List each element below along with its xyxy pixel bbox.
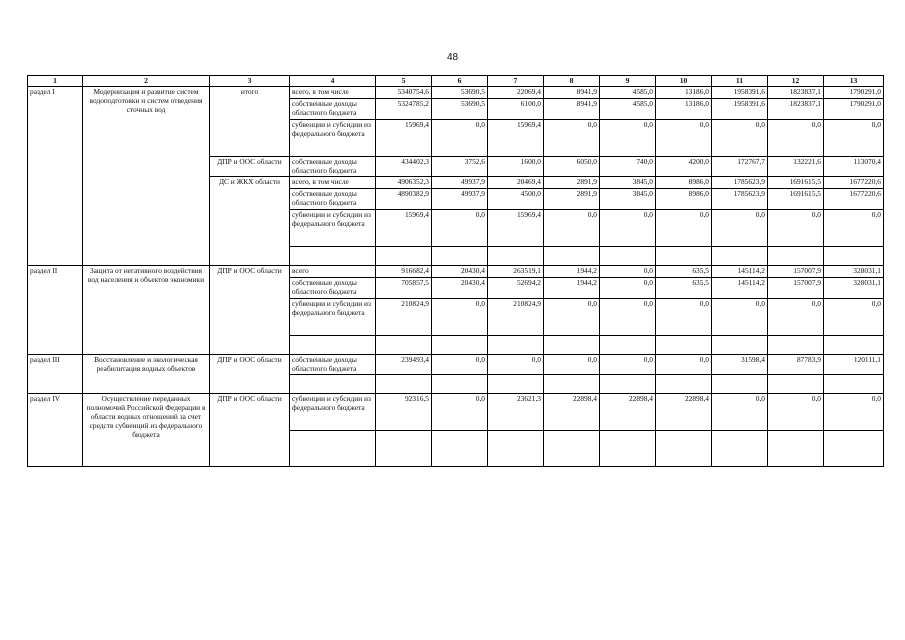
- funding-source-cell: собственные доходы областного бюджета: [290, 277, 376, 298]
- funding-source-cell: субвенции и субсидии из федерального бюджета: [290, 394, 376, 431]
- value-cell-col7: 210824,9: [488, 298, 544, 335]
- table-row: [28, 394, 884, 431]
- funding-source-cell: собственные доходы областного бюджета: [290, 354, 376, 375]
- executor-cell: ДС и ЖКХ области: [210, 177, 290, 266]
- value-cell-col10: 22898,4: [656, 394, 712, 431]
- column-header-1: 1: [28, 76, 83, 87]
- value-cell-col5: 15969,4: [376, 210, 432, 247]
- value-cell-col12: 1691615,5: [768, 189, 824, 210]
- column-header-4: 4: [290, 76, 376, 87]
- table-row: [28, 354, 884, 375]
- value-cell-col9: 22898,4: [600, 394, 656, 431]
- value-cell-col7: 20469,4: [488, 177, 544, 189]
- value-cell-col10: 0,0: [656, 210, 712, 247]
- value-cell-col10: 0,0: [656, 119, 712, 156]
- spacer-cell: [432, 431, 488, 467]
- spacer-cell: [712, 247, 768, 266]
- value-cell-col12: 157007,9: [768, 277, 824, 298]
- value-cell-col9: 740,0: [600, 156, 656, 177]
- funding-source-cell: всего: [290, 266, 376, 278]
- value-cell-col8: 0,0: [544, 354, 600, 375]
- value-cell-col7: 22069,4: [488, 87, 544, 99]
- value-cell-col11: 1785623,9: [712, 177, 768, 189]
- value-cell-col13: 0,0: [824, 394, 884, 431]
- value-cell-col12: 1823837,1: [768, 87, 824, 99]
- section-cell: раздел III: [28, 354, 83, 394]
- section-name-cell: Защита от негативного воздействия вод населения и объектов экономики: [83, 266, 210, 355]
- value-cell-col12: 1823837,1: [768, 98, 824, 119]
- funding-source-cell: субвенции и субсидии из федерального бюджета: [290, 298, 376, 335]
- value-cell-col13: 1790291,0: [824, 98, 884, 119]
- funding-source-cell: всего, в том числе: [290, 177, 376, 189]
- value-cell-col13: 0,0: [824, 298, 884, 335]
- value-cell-col10: 4200,0: [656, 156, 712, 177]
- value-cell-col5: 15969,4: [376, 119, 432, 156]
- value-cell-col7: 15969,4: [488, 210, 544, 247]
- column-header-12: 12: [768, 76, 824, 87]
- value-cell-col13: 0,0: [824, 210, 884, 247]
- value-cell-col9: 0,0: [600, 277, 656, 298]
- executor-cell: ДПР и ООС области: [210, 394, 290, 467]
- funding-source-cell: собственные доходы областного бюджета: [290, 189, 376, 210]
- spacer-cell: [376, 431, 432, 467]
- column-header-10: 10: [656, 76, 712, 87]
- spacer-cell: [824, 375, 884, 394]
- value-cell-col12: 0,0: [768, 298, 824, 335]
- spacer-cell: [768, 431, 824, 467]
- value-cell-col8: 2891,9: [544, 189, 600, 210]
- spacer-cell: [488, 247, 544, 266]
- value-cell-col5: 239493,4: [376, 354, 432, 375]
- value-cell-col5: 4890382,9: [376, 189, 432, 210]
- value-cell-col8: 0,0: [544, 298, 600, 335]
- value-cell-col10: 635,5: [656, 277, 712, 298]
- value-cell-col11: 0,0: [712, 210, 768, 247]
- value-cell-col10: 8986,0: [656, 177, 712, 189]
- value-cell-col8: 1944,2: [544, 277, 600, 298]
- value-cell-col9: 3845,0: [600, 189, 656, 210]
- value-cell-col5: 4906352,3: [376, 177, 432, 189]
- spacer-cell: [600, 335, 656, 354]
- section-name-cell: Осуществление переданных полномочий Российской Федерации в области водных отношений за счет средств субвенций из федерального бюджета: [83, 394, 210, 467]
- budget-table: [27, 75, 884, 467]
- value-cell-col8: 6050,0: [544, 156, 600, 177]
- value-cell-col6: 20430,4: [432, 266, 488, 278]
- value-cell-col12: 0,0: [768, 119, 824, 156]
- value-cell-col7: 52694,2: [488, 277, 544, 298]
- column-header-3: 3: [210, 76, 290, 87]
- value-cell-col12: 157007,9: [768, 266, 824, 278]
- value-cell-col9: 0,0: [600, 210, 656, 247]
- spacer-cell: [544, 335, 600, 354]
- value-cell-col6: 0,0: [432, 298, 488, 335]
- value-cell-col7: 0,0: [488, 354, 544, 375]
- value-cell-col6: 20430,4: [432, 277, 488, 298]
- spacer-cell: [432, 375, 488, 394]
- spacer-cell: [656, 335, 712, 354]
- spacer-cell: [290, 375, 376, 394]
- value-cell-col6: 3752,6: [432, 156, 488, 177]
- value-cell-col12: 87783,9: [768, 354, 824, 375]
- value-cell-col6: 0,0: [432, 354, 488, 375]
- value-cell-col9: 0,0: [600, 298, 656, 335]
- value-cell-col11: 145114,2: [712, 277, 768, 298]
- value-cell-col6: 0,0: [432, 210, 488, 247]
- value-cell-col9: 3845,0: [600, 177, 656, 189]
- value-cell-col11: 1958391,6: [712, 87, 768, 99]
- value-cell-col13: 113070,4: [824, 156, 884, 177]
- spacer-cell: [488, 375, 544, 394]
- value-cell-col13: 1677220,6: [824, 177, 884, 189]
- column-header-11: 11: [712, 76, 768, 87]
- value-cell-col5: 5324785,2: [376, 98, 432, 119]
- table-row: [28, 87, 884, 99]
- spacer-cell: [824, 431, 884, 467]
- value-cell-col6: 53690,5: [432, 98, 488, 119]
- value-cell-col8: 2891,9: [544, 177, 600, 189]
- value-cell-col10: 635,5: [656, 266, 712, 278]
- value-cell-col8: 1944,2: [544, 266, 600, 278]
- spacer-cell: [544, 247, 600, 266]
- spacer-cell: [432, 247, 488, 266]
- funding-source-cell: собственные доходы областного бюджета: [290, 156, 376, 177]
- spacer-cell: [656, 375, 712, 394]
- value-cell-col8: 22898,4: [544, 394, 600, 431]
- value-cell-col11: 0,0: [712, 119, 768, 156]
- value-cell-col13: 1790291,0: [824, 87, 884, 99]
- column-header-13: 13: [824, 76, 884, 87]
- section-cell: раздел II: [28, 266, 83, 355]
- value-cell-col6: 0,0: [432, 119, 488, 156]
- value-cell-col8: 0,0: [544, 210, 600, 247]
- value-cell-col11: 1785623,9: [712, 189, 768, 210]
- spacer-cell: [824, 247, 884, 266]
- section-name-cell: Восстановление и экологическая реабилитация водных объектов: [83, 354, 210, 394]
- spacer-cell: [656, 431, 712, 467]
- value-cell-col7: 23621,3: [488, 394, 544, 431]
- value-cell-col10: 0,0: [656, 354, 712, 375]
- executor-cell: ДПР и ООС области: [210, 266, 290, 355]
- value-cell-col7: 15969,4: [488, 119, 544, 156]
- spacer-cell: [290, 431, 376, 467]
- value-cell-col5: 5340754,6: [376, 87, 432, 99]
- spacer-cell: [376, 375, 432, 394]
- value-cell-col8: 0,0: [544, 119, 600, 156]
- page-number: 48: [446, 52, 459, 63]
- funding-source-cell: всего, в том числе: [290, 87, 376, 99]
- spacer-cell: [712, 431, 768, 467]
- spacer-cell: [768, 247, 824, 266]
- value-cell-col8: 8941,9: [544, 98, 600, 119]
- header-row: [28, 76, 884, 87]
- spacer-cell: [544, 375, 600, 394]
- spacer-cell: [768, 335, 824, 354]
- section-cell: раздел IV: [28, 394, 83, 467]
- value-cell-col12: 1691615,5: [768, 177, 824, 189]
- column-header-6: 6: [432, 76, 488, 87]
- value-cell-col12: 0,0: [768, 210, 824, 247]
- spacer-cell: [768, 375, 824, 394]
- spacer-cell: [600, 247, 656, 266]
- value-cell-col6: 53690,5: [432, 87, 488, 99]
- value-cell-col5: 92316,5: [376, 394, 432, 431]
- funding-source-cell: собственные доходы областного бюджета: [290, 98, 376, 119]
- value-cell-col11: 0,0: [712, 298, 768, 335]
- value-cell-col5: 916682,4: [376, 266, 432, 278]
- value-cell-col7: 263519,1: [488, 266, 544, 278]
- value-cell-col9: 0,0: [600, 119, 656, 156]
- value-cell-col13: 328031,1: [824, 266, 884, 278]
- value-cell-col5: 210824,9: [376, 298, 432, 335]
- spacer-cell: [290, 247, 376, 266]
- executor-cell: итого: [210, 87, 290, 157]
- section-cell: раздел I: [28, 87, 83, 266]
- value-cell-col13: 0,0: [824, 119, 884, 156]
- value-cell-col12: 0,0: [768, 394, 824, 431]
- spacer-cell: [488, 335, 544, 354]
- spacer-cell: [712, 335, 768, 354]
- funding-source-cell: субвенции и субсидии из федерального бюджета: [290, 210, 376, 247]
- value-cell-col11: 1958391,6: [712, 98, 768, 119]
- spacer-cell: [432, 335, 488, 354]
- table-row: [28, 266, 884, 278]
- value-cell-col13: 1677220,6: [824, 189, 884, 210]
- value-cell-col10: 8986,0: [656, 189, 712, 210]
- value-cell-col8: 8941,9: [544, 87, 600, 99]
- value-cell-col13: 328031,1: [824, 277, 884, 298]
- spacer-cell: [824, 335, 884, 354]
- value-cell-col6: 49937,9: [432, 177, 488, 189]
- spacer-cell: [290, 335, 376, 354]
- value-cell-col7: 6100,0: [488, 98, 544, 119]
- column-header-2: 2: [83, 76, 210, 87]
- value-cell-col11: 31598,4: [712, 354, 768, 375]
- value-cell-col5: 434402,3: [376, 156, 432, 177]
- value-cell-col6: 0,0: [432, 394, 488, 431]
- value-cell-col12: 132221,6: [768, 156, 824, 177]
- value-cell-col9: 0,0: [600, 266, 656, 278]
- funding-source-cell: субвенции и субсидии из федерального бюджета: [290, 119, 376, 156]
- value-cell-col9: 4585,0: [600, 98, 656, 119]
- spacer-cell: [656, 247, 712, 266]
- column-header-9: 9: [600, 76, 656, 87]
- spacer-cell: [600, 375, 656, 394]
- value-cell-col9: 4585,0: [600, 87, 656, 99]
- value-cell-col6: 49937,9: [432, 189, 488, 210]
- value-cell-col7: 4500,0: [488, 189, 544, 210]
- spacer-cell: [712, 375, 768, 394]
- executor-cell: ДПР и ООС области: [210, 354, 290, 394]
- column-header-7: 7: [488, 76, 544, 87]
- value-cell-col5: 705857,5: [376, 277, 432, 298]
- value-cell-col7: 1600,0: [488, 156, 544, 177]
- value-cell-col10: 13186,0: [656, 98, 712, 119]
- executor-cell: ДПР и ООС области: [210, 156, 290, 177]
- spacer-cell: [376, 247, 432, 266]
- value-cell-col9: 0,0: [600, 354, 656, 375]
- section-name-cell: Модернизация и развитие систем водоподготовки и систем отведения сточных вод: [83, 87, 210, 266]
- spacer-cell: [544, 431, 600, 467]
- value-cell-col11: 145114,2: [712, 266, 768, 278]
- spacer-cell: [600, 431, 656, 467]
- spacer-cell: [488, 431, 544, 467]
- column-header-8: 8: [544, 76, 600, 87]
- column-header-5: 5: [376, 76, 432, 87]
- spacer-cell: [376, 335, 432, 354]
- value-cell-col10: 13186,0: [656, 87, 712, 99]
- value-cell-col11: 0,0: [712, 394, 768, 431]
- value-cell-col10: 0,0: [656, 298, 712, 335]
- value-cell-col13: 120111,1: [824, 354, 884, 375]
- value-cell-col11: 172767,7: [712, 156, 768, 177]
